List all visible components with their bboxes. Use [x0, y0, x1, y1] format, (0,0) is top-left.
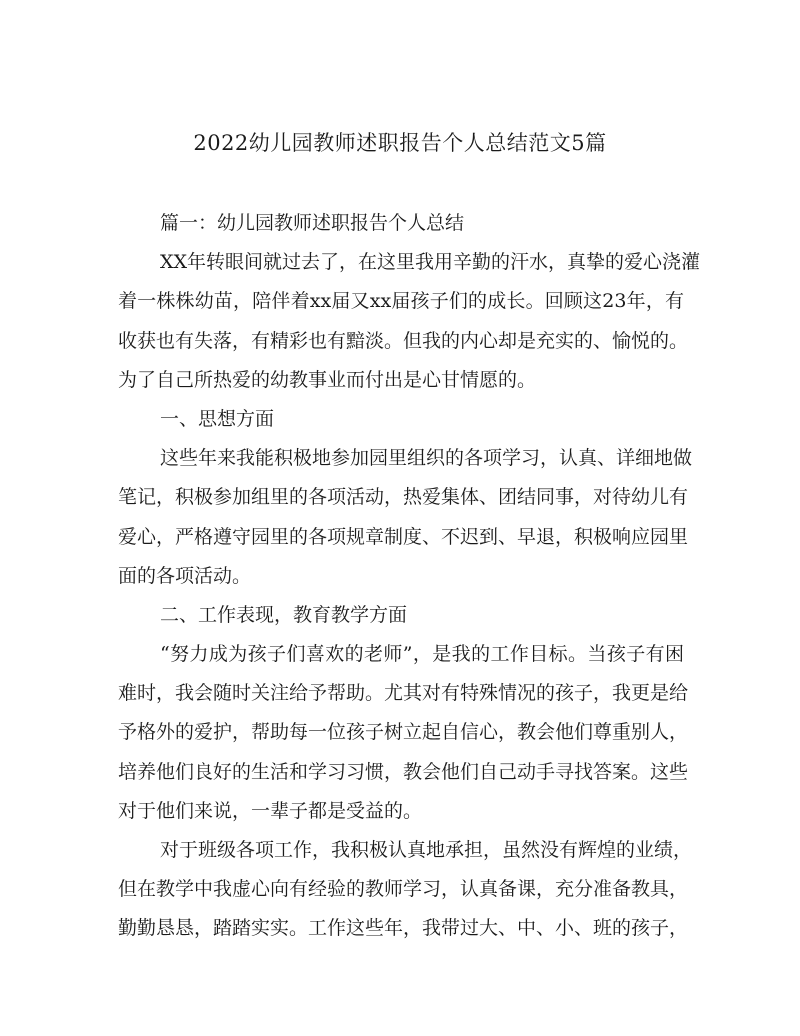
text-line: 爱心，严格遵守园里的各项规章制度、不迟到、早退，积极响应园里 [118, 525, 689, 548]
document-body [118, 204, 701, 949]
text-line: 着一株株幼苗，陪伴着xx届又xx届孩子们的成长。回顾这23年，有 [118, 290, 684, 313]
text-line: 难时，我会随时关注给予帮助。尤其对有特殊情况的孩子，我更是给 [118, 682, 689, 705]
text-line: 收获也有失落，有精彩也有黯淡。但我的内心却是充实的、愉悦的。 [118, 329, 689, 352]
text-line: 但在教学中我虚心向有经验的教师学习，认真备课，充分准备教具， [118, 878, 689, 901]
text-line: 对于班级各项工作，我积极认真地承担，虽然没有辉煌的业绩， [160, 839, 693, 861]
text-line: 培养他们良好的生活和学习习惯，教会他们自己动手寻找答案。这些 [118, 760, 689, 783]
text-line: 笔记，积极参加组里的各项活动，热爱集体、团结同事，对待幼儿有 [118, 486, 689, 509]
text-line: 为了自己所热爱的幼教事业而付出是心甘情愿的。 [118, 368, 537, 391]
text-line: “努力成为孩子们喜欢的老师”，是我的工作目标。当孩子有困 [160, 643, 684, 666]
text-line: 勤勤恳恳，踏踏实实。工作这些年，我带过大、中、小、班的孩子， [118, 917, 689, 940]
text-line: 篇一：幼儿园教师述职报告个人总结 [160, 212, 465, 234]
text-line: 予格外的爱护，帮助每一位孩子树立起自信心，教会他们尊重别人， [118, 721, 689, 744]
document-title: 2022幼儿园教师述职报告个人总结范文5篇 [193, 131, 607, 155]
text-line: 对于他们来说，一辈子都是受益的。 [118, 799, 423, 822]
text-line: 一、思想方面 [160, 407, 275, 430]
text-line: 二、工作表现，教育教学方面 [160, 603, 408, 626]
text-line: 这些年来我能积极地参加园里组织的各项学习，认真、详细地做 [160, 447, 693, 470]
text-line: XX年转眼间就过去了，在这里我用辛勤的汗水，真挚的爱心浇灌 [160, 251, 701, 274]
text-line: 面的各项活动。 [118, 564, 252, 587]
